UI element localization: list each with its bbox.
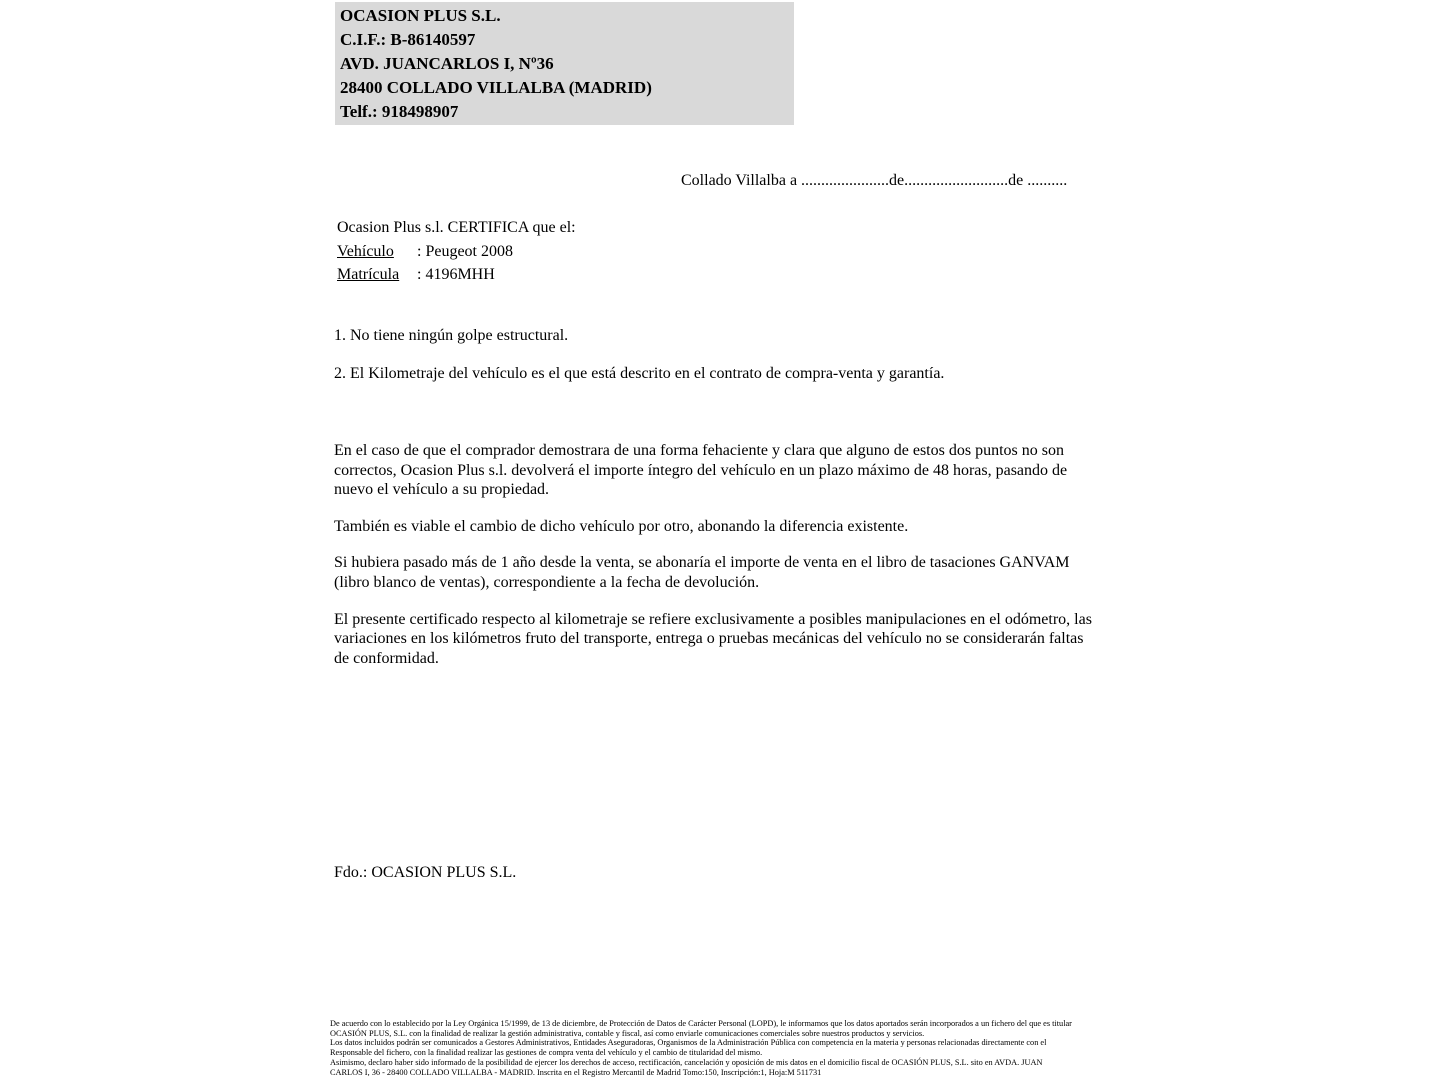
plate-field [337,263,576,287]
point-1: 1. No tiene ningún golpe estructural. [334,327,569,344]
date-line: Collado Villalba a ......................de..........................de .......... [681,172,1068,189]
point-2: 2. El Kilometraje del vehículo es el que está descrito en el contrato de compra-venta y garantía. [334,365,945,382]
company-name: OCASION PLUS S.L. [340,6,501,25]
certification-intro: Ocasion Plus s.l. CERTIFICA que el: [337,219,576,236]
company-header-box [335,2,794,125]
body-paragraphs: En el caso de que el comprador demostrara de una forma fehaciente y clara que alguno de estos dos puntos no son correctos, Ocasion Plus s.l. devolverá el importe íntegro del vehículo en un plazo máximo de 48 horas, pasando de nuevo el vehículo a su propiedad. También es viable el cambio de dicho vehículo por otro, abonando la diferencia existente. Si hubiera pasado más de 1 año desde la venta, se abonaría el importe de venta en el libro de tasaciones GANVAM (libro blanco de ventas), correspondiente a la fecha de devolución. El presente certificado respecto al kilometraje se refiere exclusivamente a posibles manipulaciones en el odómetro, las variaciones en los kilómetros fruto del transporte, entrega o pruebas mecánicas del vehículo no se considerarán faltas de conformidad. [334,442,1092,667]
legal-footer: De acuerdo con lo establecido por la Ley Orgánica 15/1999, de 13 de diciembre, de Protección de Datos de Carácter Personal (LOPD), le informamos que los datos aportados serán incorporados a un fichero del que es titular OCASIÓN PLUS, S.L. con la finalidad de realizar la gestión administrativa, contable y fiscal, así como enviarle comunicaciones comerciales sobre nuestros productos y servicios. Los datos incluidos podrán ser comunicados a Gestores Administrativos, Entidades Aseguradoras, Organismos de la Administración Pública con competencia en la materia y personas relacionadas directamente con el Responsable del fichero, con la finalidad realizar las gestiones de compra venta del vehículo y el cambio de titularidad del mismo. Asimismo, declaro haber sido informado de la posibilidad de ejercer los derechos de acceso, rectificación, cancelación y oposición de mis datos en el domicilio fiscal de OCASIÓN PLUS, S.L. sito en AVDA. JUAN CARLOS I, 36 - 28400 COLLADO VILLALBA - MADRID. Inscrita en el Registro Mercantil de Madrid Tomo:150, Inscripción:1, Hoja:M 511731 [330,1019,1072,1077]
signature-line: Fdo.: OCASION PLUS S.L. [334,864,517,881]
plate-label: Matrícula [337,266,400,283]
vehicle-label: Vehículo [337,242,394,260]
company-city: 28400 COLLADO VILLALBA (MADRID) [340,78,652,97]
vehicle-value: : Peugeot 2008 [417,242,513,260]
plate-value: : 4196MHH [417,266,495,283]
company-address: AVD. JUANCARLOS I, Nº36 [340,54,554,73]
certification-block [337,216,576,287]
company-phone: Telf.: 918498907 [340,102,459,121]
vehicle-field [337,240,576,264]
company-cif: C.I.F.: B-86140597 [340,30,476,49]
